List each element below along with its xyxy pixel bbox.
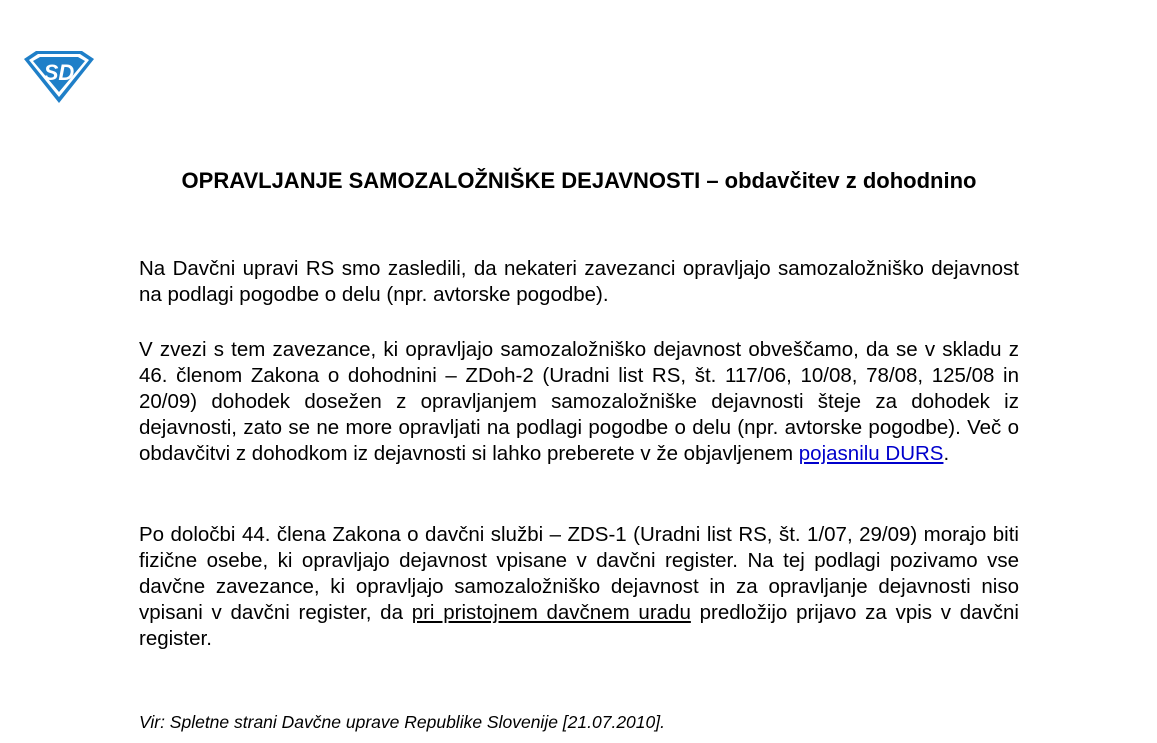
durs-explanation-link[interactable]: pojasnilu DURS xyxy=(798,442,944,465)
paragraph-registration-end: predložijo prijavo za vpis v davčni register. xyxy=(139,601,1019,650)
paragraph-taxation-end: . xyxy=(943,442,950,465)
sd-shield-logo-icon xyxy=(22,49,96,105)
paragraph-intro: Na Davčni upravi RS smo zasledili, da nekateri zavezanci opravljajo samozaložniško dejavnost na podlagi pogodbe o delu (npr. avtorske pogodbe). xyxy=(139,257,1019,306)
paragraph-taxation-text: V zvezi s tem zavezance, ki opravljajo samozaložniško dejavnost obveščamo, da se v skladu z 46. členom Zakona o dohodnini – ZDoh-2 (Uradni list RS, št. 117/06, 10/08, 78/08, 125/08 in 20/09) dohodek dosežen z opravljanjem samozaložniške dejavnosti šteje za dohodek iz dejavnosti, zato se ne more opravljati na podlagi pogodbe o delu (npr. avtorske pogodbe). Več o obdavčitvi z dohodkom iz dejavnosti si lahko preberete v že objavljenem xyxy=(139,338,1019,465)
paragraph-registration xyxy=(139,522,1019,652)
source-note: Vir: Spletne strani Davčne uprave Republike Slovenije [21.07.2010]. xyxy=(139,712,665,732)
paragraph-registration-text: Po določbi 44. člena Zakona o davčni službi – ZDS-1 (Uradni list RS, št. 1/07, 29/09) morajo biti fizične osebe, ki opravljajo dejavnost vpisane v davčni register. Na tej podlagi pozivamo vse davčne zavezance, ki opravljajo samozaložniško dejavnost in za opravljanje dejavnosti niso vpisani v davčni register, da xyxy=(139,523,1019,624)
svg-text:SD: SD xyxy=(43,60,75,85)
page-title: OPRAVLJANJE SAMOZALOŽNIŠKE DEJAVNOSTI – obdavčitev z dohodnino xyxy=(181,168,977,193)
paragraph-taxation xyxy=(139,337,1019,467)
tax-office-underlined-text: pri pristojnem davčnem uradu xyxy=(411,601,691,624)
